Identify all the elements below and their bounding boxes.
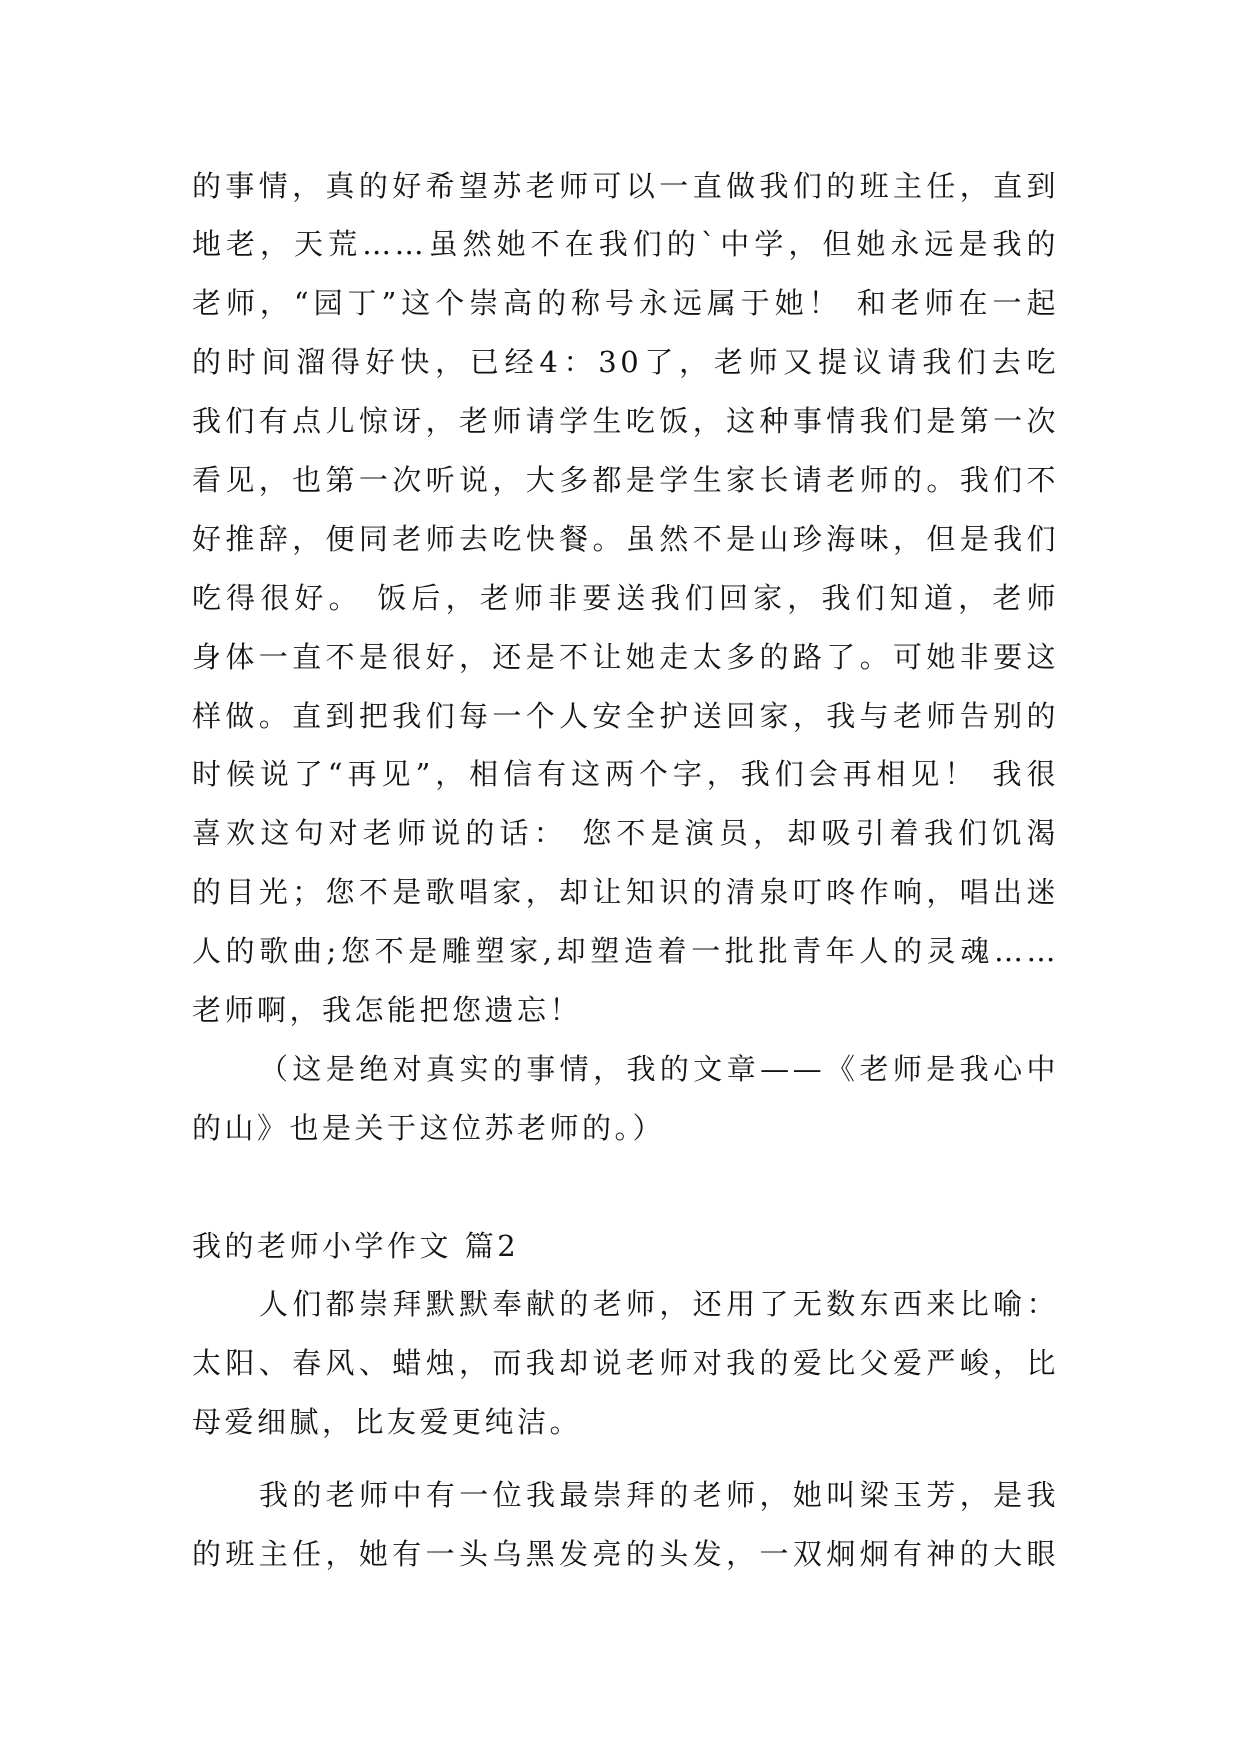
text-line: 身体一直不是很好，还是不让她走太多的路了。可她非要这 [192,639,1059,674]
text-line: （这是绝对真实的事情，我的文章——《老师是我心中 [259,1051,1059,1086]
text-line: 母爱细腻，比友爱更纯洁。 [192,1405,583,1440]
text-line: 喜欢这句对老师说的话： 您不是演员，却吸引着我们饥渴 [192,816,1059,851]
text-line: 吃得很好。 饭后，老师非要送我们回家，我们知道，老师 [192,580,1059,615]
text-line: 太阳、春风、蜡烛，而我却说老师对我的爱比父爱严峻，比 [192,1346,1059,1381]
text-line: 老师，“园丁”这个崇高的称号永远属于她！ 和老师在一起 [192,286,1059,321]
document-body [192,157,1059,1584]
text-line: 人们都崇拜默默奉献的老师，还用了无数东西来比喻： [259,1287,1059,1322]
paragraph [192,1275,1059,1452]
paragraph [192,157,1059,1040]
text-line: 时候说了“再见”，相信有这两个字，我们会再相见！ 我很 [192,757,1059,792]
text-line: 看见，也第一次听说，大多都是学生家长请老师的。我们不 [192,462,1059,497]
text-line: 我的老师中有一位我最崇拜的老师，她叫梁玉芳，是我 [259,1478,1059,1513]
text-line: 的目光；您不是歌唱家，却让知识的清泉叮咚作响，唱出迷 [192,875,1059,910]
text-line: 地老，天荒……虽然她不在我们的`中学，但她永远是我的 [192,227,1059,262]
text-line: 老师啊，我怎能把您遗忘！ [192,992,583,1027]
paragraph [192,1466,1059,1584]
text-line: 好推辞，便同老师去吃快餐。虽然不是山珍海味，但是我们 [192,521,1059,556]
text-line: 的山》也是关于这位苏老师的。） [192,1110,666,1145]
text-line: 样做。直到把我们每一个人安全护送回家，我与老师告别的 [192,698,1059,733]
text-line: 的事情，真的好希望苏老师可以一直做我们的班主任，直到 [192,168,1059,203]
text-line: 我们有点儿惊讶，老师请学生吃饭，这种事情我们是第一次 [192,404,1059,439]
text-line: 的时间溜得好快，已经4：30了，老师又提议请我们去吃 [192,345,1059,380]
paragraph [192,1040,1059,1158]
text-line: 人的歌曲;您不是雕塑家,却塑造着一批批青年人的灵魂…… [192,934,1059,969]
text-line: 的班主任，她有一头乌黑发亮的头发，一双炯炯有神的大眼 [192,1536,1059,1571]
section-heading: 我的老师小学作文 篇2 [192,1228,520,1263]
